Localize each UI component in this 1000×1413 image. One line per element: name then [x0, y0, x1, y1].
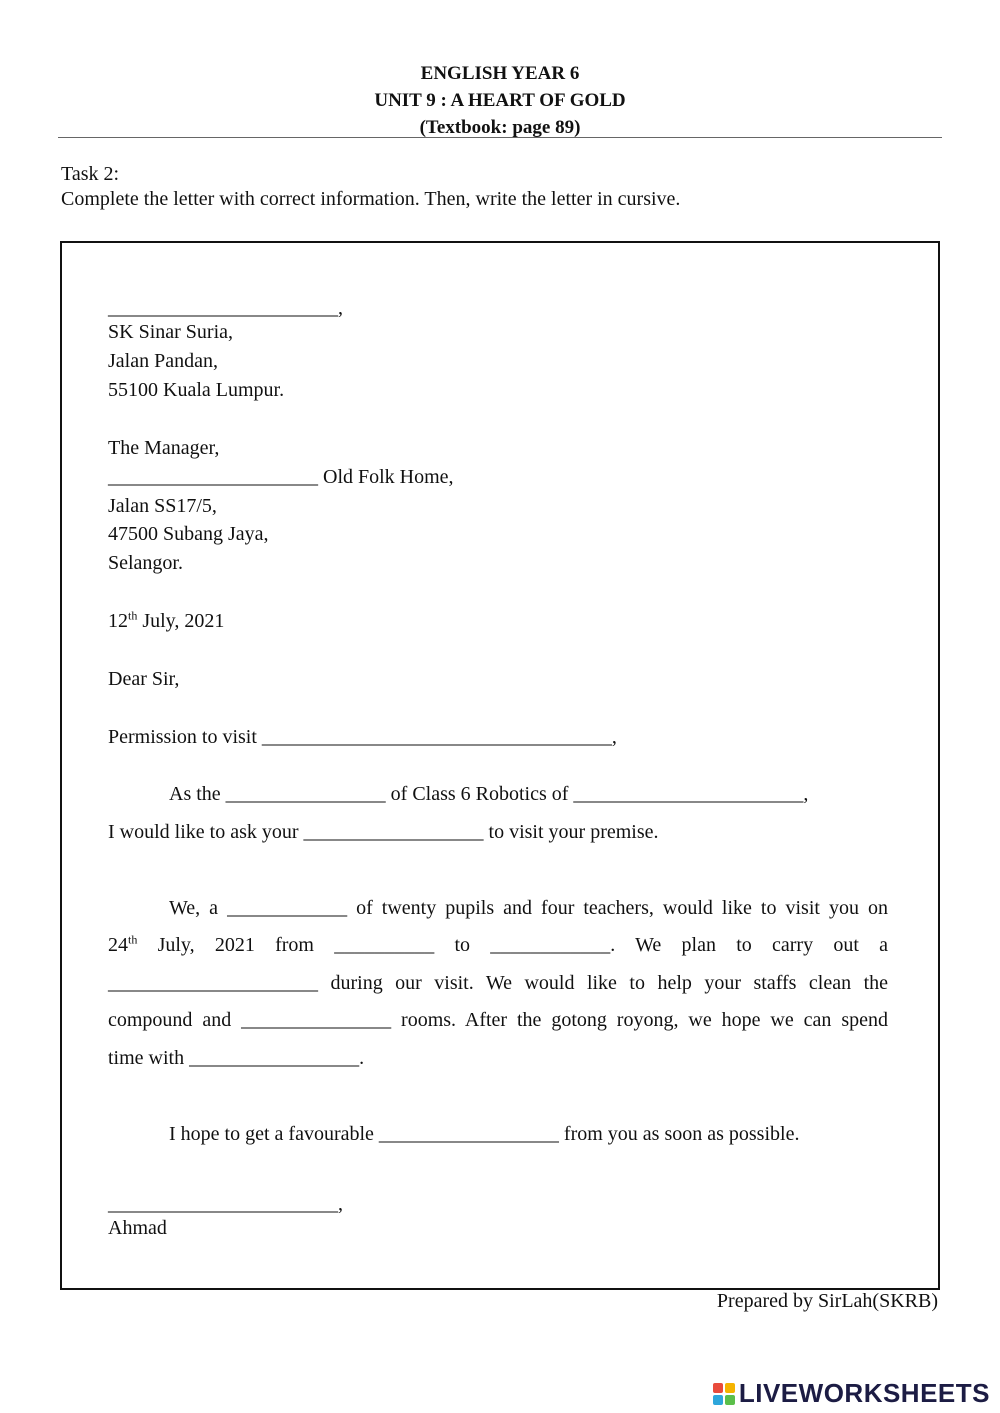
date-day: 12: [108, 610, 128, 632]
visit-date-suffix: th: [128, 932, 138, 947]
date-suffix: th: [128, 608, 138, 623]
liveworksheets-mark-icon: [713, 1383, 735, 1405]
task-instruction-text: Complete the letter with correct information. Then, write the letter in cursive.: [61, 188, 681, 210]
paragraph1-line2[interactable]: I would like to ask your __________________ to visit your premise.: [108, 821, 659, 843]
mark-square-2: [725, 1383, 735, 1393]
paragraph2-line2[interactable]: [108, 931, 888, 959]
task-title: Task 2:: [61, 163, 120, 185]
paragraph2-line3[interactable]: _____________________ during our visit. We would like to help your staffs clean the: [108, 972, 888, 994]
date-month-year: July, 2021: [137, 610, 225, 632]
salutation: Dear Sir,: [108, 668, 180, 690]
sender-name-blank[interactable]: _______________________,: [108, 297, 343, 319]
liveworksheets-wordmark: LIVEWORKSHEETS: [738, 1378, 990, 1408]
letter-date: [108, 607, 224, 635]
recipient-address-line-3: Selangor.: [108, 552, 183, 574]
paragraph2-line1[interactable]: We, a ____________ of twenty pupils and four teachers, would like to visit you on: [169, 897, 888, 919]
header-divider: [58, 137, 942, 138]
mark-square-1: [713, 1383, 723, 1393]
header-subject: ENGLISH YEAR 6: [420, 63, 580, 84]
signature-name: Ahmad: [108, 1217, 167, 1239]
task-instructions: [61, 162, 680, 212]
paragraph2-line4[interactable]: compound and _______________ rooms. After the gotong royong, we hope we can spend: [108, 1009, 888, 1031]
sender-address-line-3: 55100 Kuala Lumpur.: [108, 379, 285, 401]
header-unit: UNIT 9 : A HEART OF GOLD: [374, 90, 626, 111]
subject-line-blank[interactable]: Permission to visit ___________________________________,: [108, 726, 617, 748]
sender-address-line-1: SK Sinar Suria,: [108, 321, 233, 343]
closing-blank[interactable]: _______________________,: [108, 1193, 343, 1215]
recipient-address-line-1: Jalan SS17/5,: [108, 495, 217, 517]
recipient-address-line-2: 47500 Subang Jaya,: [108, 523, 269, 545]
mark-square-4: [725, 1395, 735, 1405]
recipient-home-blank[interactable]: _____________________ Old Folk Home,: [108, 466, 454, 488]
sender-address-line-2: Jalan Pandan,: [108, 350, 218, 372]
paragraph2-line5[interactable]: time with _________________.: [108, 1047, 365, 1069]
paragraph1-line1[interactable]: As the ________________ of Class 6 Robotics of _______________________,: [169, 783, 809, 805]
mark-square-3: [713, 1395, 723, 1405]
worksheet-header: [0, 60, 1000, 141]
visit-time-blanks[interactable]: July, 2021 from __________ to ____________. We plan to carry out a: [137, 934, 888, 956]
visit-date-day: 24: [108, 934, 128, 956]
paragraph3[interactable]: I hope to get a favourable __________________ from you as soon as possible.: [169, 1123, 800, 1145]
recipient-title: The Manager,: [108, 437, 220, 459]
liveworksheets-logo: [713, 1378, 990, 1409]
header-textbook-page: (Textbook: page 89): [419, 117, 581, 138]
prepared-by: Prepared by SirLah(SKRB): [716, 1290, 938, 1312]
